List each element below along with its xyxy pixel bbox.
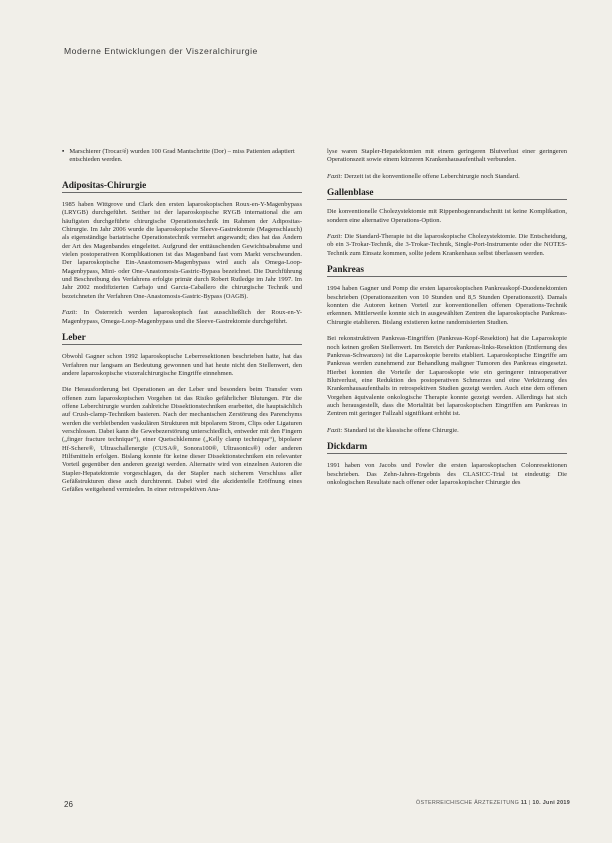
issue-number: 11 [520,800,528,806]
bullet-text: Marschierer (Trocar/é) wurden 100 Grad Mantschritte (Dor) – miss Patienten adaptiert entschieden werden. [69,148,295,164]
section-heading-leber: Leber [62,334,302,345]
paragraph: Die Herausforderung bei Operationen an der Leber und besonders beim Transfer vom offenen zum laparoskopischen Vorgehen ist das Risiko gefährlicher Blutungen. Für die offene Leberchirurgie wurden zahlreiche Dissektionstechniken erarbeitet, die hauptsächlich auf Crush-clamp-Techniken basieren. Nach der mechanischen Zerstörung des Parenchyms werden die verbleibenden vaskulären Strukturen mit bipolarem Strom, Clips oder Ligaturen verschlossen. Dabei kann die Gewebezerstörung unterschiedlich, entweder mit den Fingern („finger fracture technique“), einer Quetschklemme („Kelly clamp technique“), bipolarer Hf-Schere®, Ultraschallenergie (CUSA®, Sonora100®, Ultrasonics®) oder anderen Hilfsmitteln erfolgen. Bislang konnte für keine dieser Dissektionstechniken ein relevanter Vorteil gegenüber den anderen gezeigt werden. Alternativ wird von einzelnen Autoren die Stapler-Hepatektomie vorgeschlagen, da der Stapler nach sicherem Verschluss aller Gefäßstrukturen diese auch durchtrennt. Dabei wird die akzidentelle Eröffnung eines Gefäßes weitgehend vermieden. In einer retrospektiven Ana- [62,386,302,494]
paragraph: 1994 haben Gagner und Pomp die ersten laparoskopischen Pankreaskopf-Duodenektomien beschrieben (Operationszeiten von 10 Stunden und 8,5 Stunden Operationszeit). Damals konnten die Autoren keinen Vorteil zur konventionellen offenen Operations-Technik erkennen. Mittlerweile konnte sich in ausgewählten Zentren die laparoskopische Pankreas-Chirurgie etablieren. Bislang existieren keine randomisierten Studien. [327,285,567,326]
issue-date: 10. Juni 2019 [532,800,570,806]
fazit-text: Die Standard-Therapie ist die laparoskopische Cholezystektomie. Die Entscheidung, ob ein 3-Trokar-Technik, die 3-Trokar-Technik, Single-Port-Instrumente oder die NOTES-Technik zum Einsatz kommen, sollte jedem Krankenhaus selbst überlassen werden. [327,233,567,257]
fazit-text: In Österreich werden laparoskopisch fast ausschließlich der Roux-en-Y-Magenbypass, Omega-Loop-Magenbypass und die Sleeve-Gastrektomie durchgeführt. [62,309,302,325]
fazit-paragraph [327,427,567,435]
paragraph: Obwohl Gagner schon 1992 laparoskopische Leberresektionen beschrieben hatte, hat das Verfahren nur langsam an Bedeutung gewonnen und hat heute nicht den Stellenwert, den andere laparoskopische viszeralchirurgische Eingriffe einnehmen. [62,353,302,377]
fazit-text: Derzeit ist die konventionelle offene Leberchirurgie noch Standard. [344,172,520,180]
fazit-label: Fazit: [62,309,78,317]
fazit-label: Fazit: [327,172,343,180]
bullet-item [62,148,302,165]
paragraph: 1985 haben Wittgrove und Clark den ersten laparoskopischen Roux-en-Y-Magenbypass (LRYGB) durchgeführt. Seither ist der laparoskopische RYGB international die am häufigsten durchgeführte chirurgische Operationstechnik im Rahmen der Adipositas-Chirurgie. Im Jahr 2006 wurde die laparoskopische Sleeve-Gastrektomie (Magenschlauch) als eigenständige bariatrische Operationstechnik vermehrt angewandt; dies hat das Ändern der Art des Magenbandes eingeleitet. Aufgrund der enttäuschenden Gewichtsabnahme und vielen postoperativen Komplikationen ist das Magenband fast vom Markt verschwunden. Der laparoskopische Ein-Anastomosen-Magenbypass wird auch als Omega-Loop-Magenbypass, Mini- oder One-Anastomosis-Gastric-Bypass bezeichnet. Die Durchführung und Beschreibung des Verfahrens erfolgte primär durch Robert Rutledge im Jahr 1997. Im Jahr 2002 modifizierten Carbajo und Garcia-Caballero die chirurgische Technik und bezeichneten ihr Verfahren One-Anastomosis-Gastric-Bypass (OAGB). [62,201,302,300]
section-heading-gallenblase: Gallenblase [327,189,567,200]
fazit-paragraph [62,309,302,326]
paragraph: Bei rekonstruktiven Pankreas-Eingriffen (Pankreas-Kopf-Resektion) hat die Laparoskopie noch keinen großen Stellenwert. Im Bereich der Pankreas-links-Resektion (Entfernung des Pankreas-Schwanzes) ist die Laparoskopie bereits etabliert. Laparoskopische Eingriffe am Pankreas werden zunehmend zur Behandlung maligner Tumoren des Pankreas eingesetzt. Hierbei konnten die Vorteile der Laparoskopie wie ein geringerer intraoperativer Blutverlust, eine Reduktion des postoperativen Schmerzes und eine Verkürzung des Krankenhausaufenthalts in retrospektiven Studien gezeigt werden. Auch eine dem offenen Vorgehen äquivalente onkologische Therapie konnte gezeigt werden. Allerdings hat sich auch herausgestellt, dass die Mortalität bei laparoskopischen Eingriffen am Pankreas in Zentren mit geringer Fallzahl signifikant erhöht ist. [327,335,567,418]
fazit-paragraph [327,233,567,258]
fazit-label: Fazit: [327,233,343,241]
section-heading-dickdarm: Dickdarm [327,443,567,454]
journal-name: ÖSTERREICHISCHE ÄRZTEZEITUNG [416,800,520,806]
running-header: Moderne Entwicklungen der Viszeralchirurgie [64,46,258,56]
footer-separator: | [529,800,531,806]
left-column [62,148,302,503]
bullet-icon: ▪ [62,148,65,155]
paragraph: 1991 haben von Jacobs und Fowler die ersten laparoskopischen Colonresektionen beschrieben. Das Zehn-Jahres-Ergebnis des CLASICC-Trial ist eindeutig: Die onkologischen Resultate nach offener oder laparoskopischer Chirurgie des [327,462,567,486]
paragraph: lyse waren Stapler-Hepatektomien mit einem geringeren Blutverlust einer geringeren Operationszeit sowie einem kürzeren Krankenhausaufenthalt verbunden. [327,148,567,164]
section-heading-adipositas: Adipositas-Chirurgie [62,182,302,193]
fazit-paragraph [327,173,567,181]
fazit-text: Standard ist die klassische offene Chirurgie. [344,426,459,434]
paragraph: Die konventionelle Cholezystektomie mit Rippenbogenrandschnitt ist keine Komplikation, sondern eine alternative Operations-Option. [327,208,567,224]
page-number: 26 [64,800,73,809]
section-heading-pankreas: Pankreas [327,266,567,277]
fazit-label: Fazit: [327,426,343,434]
right-column [327,148,567,495]
journal-footer [330,800,570,806]
